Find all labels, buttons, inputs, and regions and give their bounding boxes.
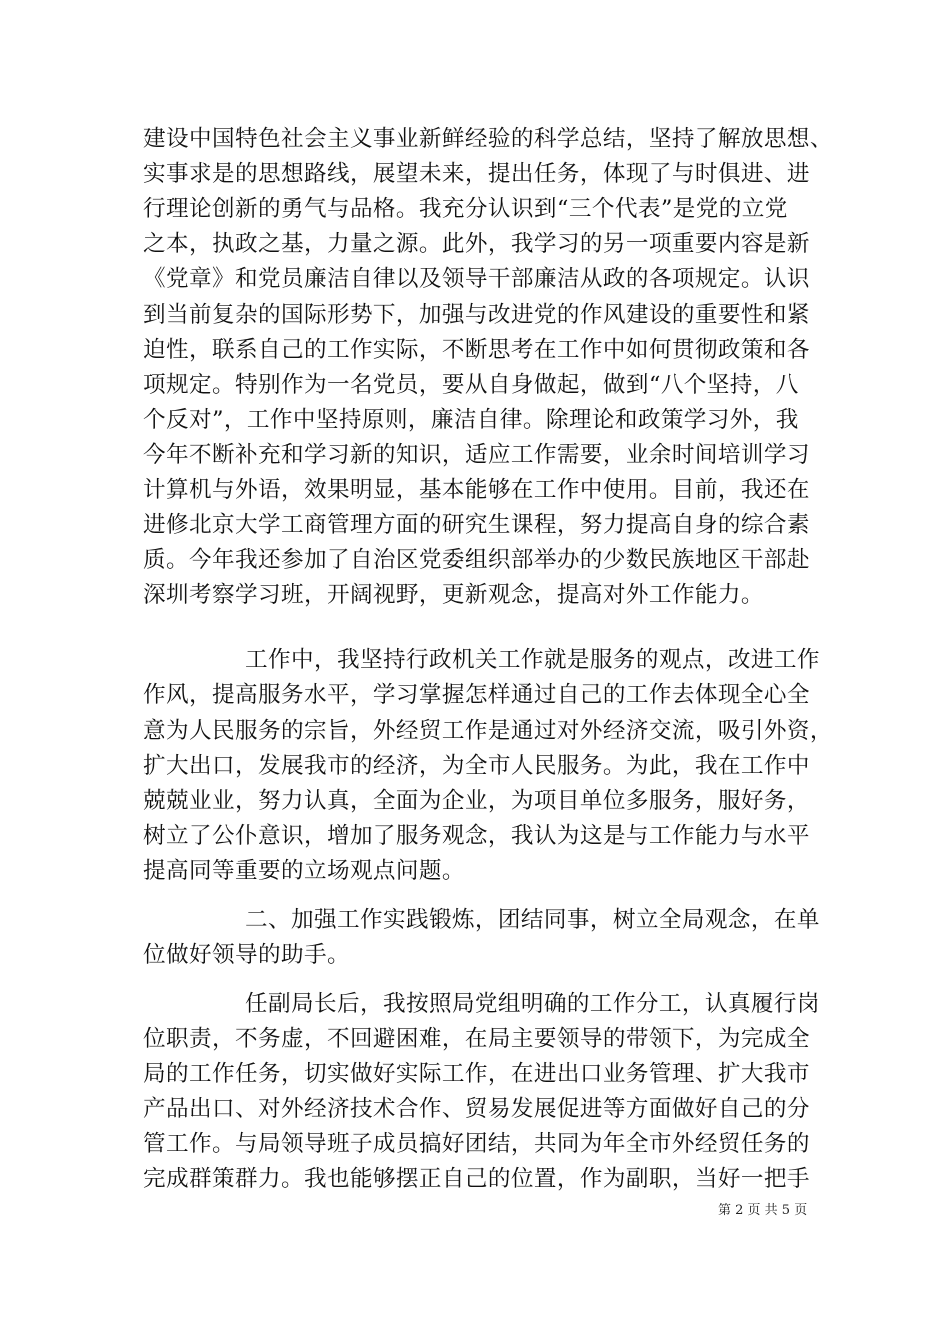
text-line: 实事求是的思想路线，展望未来，提出任务，体现了与时俱进、进 — [143, 161, 810, 187]
section-heading-line: 位做好领导的助手。 — [143, 942, 350, 968]
text-line: 提高同等重要的立场观点问题。 — [143, 858, 465, 884]
text-line: 进修北京大学工商管理方面的研究生课程，努力提高自身的综合素 — [143, 512, 810, 538]
paragraph-first-line: 工作中，我坚持行政机关工作就是服务的观点，改进工作 — [245, 647, 820, 673]
text-line: 完成群策群力。我也能够摆正自己的位置，作为副职，当好一把手 — [143, 1166, 810, 1192]
text-line: 行理论创新的勇气与品格。我充分认识到“三个代表”是党的立党 — [143, 196, 788, 222]
text-line: 兢兢业业，努力认真，全面为企业，为项目单位多服务，服好务， — [143, 788, 810, 814]
text-line: 计算机与外语，效果明显，基本能够在工作中使用。目前，我还在 — [143, 477, 810, 503]
text-line: 作风，提高服务水平，学习掌握怎样通过自己的工作去体现全心全 — [143, 682, 810, 708]
text-line: 迫性，联系自己的工作实际，不断思考在工作中如何贯彻政策和各 — [143, 337, 810, 363]
text-line: 意为人民服务的宗旨，外经贸工作是通过对外经济交流，吸引外资， — [143, 718, 833, 744]
text-line: 《党章》和党员廉洁自律以及领导干部廉洁从政的各项规定。认识 — [143, 266, 810, 292]
paragraph-first-line: 任副局长后，我按照局党组明确的工作分工，认真履行岗 — [245, 991, 820, 1017]
text-line: 深圳考察学习班，开阔视野，更新观念，提高对外工作能力。 — [143, 582, 764, 608]
text-line: 个反对”，工作中坚持原则，廉洁自律。除理论和政策学习外，我 — [143, 407, 799, 433]
text-line: 树立了公仆意识，增加了服务观念，我认为这是与工作能力与水平 — [143, 823, 810, 849]
section-heading-line: 二、加强工作实践锻炼，团结同事，树立全局观念，在单 — [245, 907, 820, 933]
text-line: 产品出口、对外经济技术合作、贸易发展促进等方面做好自己的分 — [143, 1096, 810, 1122]
text-line: 位职责，不务虚，不回避困难，在局主要领导的带领下，为完成全 — [143, 1026, 810, 1052]
text-line: 之本，执政之基，力量之源。此外，我学习的另一项重要内容是新 — [143, 231, 810, 257]
page-number-footer: 第 2 页 共 5 页 — [718, 1203, 808, 1218]
text-line: 质。今年我还参加了自治区党委组织部举办的少数民族地区干部赴 — [143, 547, 810, 573]
text-line: 扩大出口，发展我市的经济，为全市人民服务。为此，我在工作中 — [143, 753, 810, 779]
text-line: 今年不断补充和学习新的知识，适应工作需要，业余时间培训学习 — [143, 442, 810, 468]
text-line: 管工作。与局领导班子成员搞好团结，共同为年全市外经贸任务的 — [143, 1131, 810, 1157]
text-line: 局的工作任务，切实做好实际工作，在进出口业务管理、扩大我市 — [143, 1061, 810, 1087]
text-line: 建设中国特色社会主义事业新鲜经验的科学总结，坚持了解放思想、 — [143, 126, 833, 152]
text-line: 项规定。特别作为一名党员，要从自身做起，做到“八个坚持，八 — [143, 372, 799, 398]
text-line: 到当前复杂的国际形势下，加强与改进党的作风建设的重要性和紧 — [143, 302, 810, 328]
